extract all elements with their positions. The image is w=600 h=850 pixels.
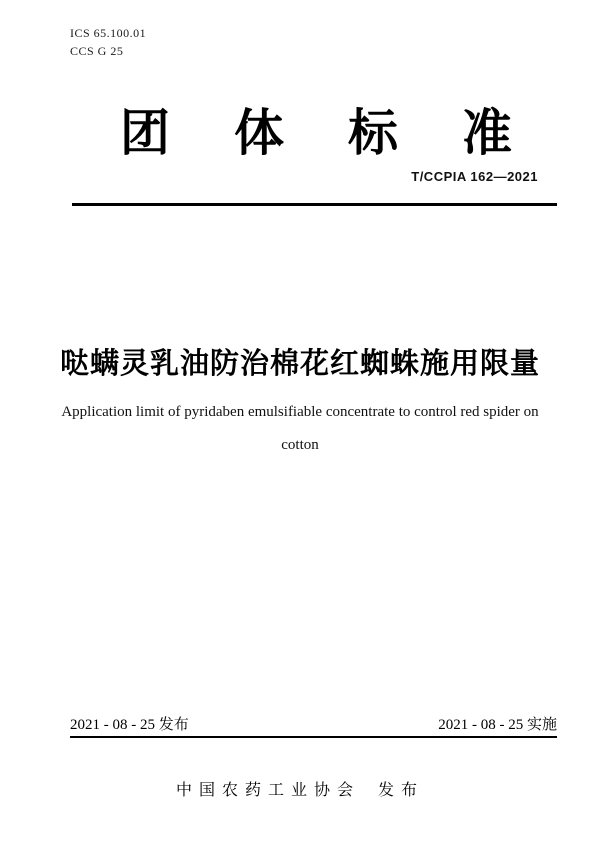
footer-divider-rule (70, 736, 557, 738)
classification-codes (70, 24, 146, 60)
doc-type-char: 体 (234, 105, 284, 161)
standard-title-english-line2: cotton (281, 437, 319, 453)
implementation-date: 2021 - 08 - 25 实施 (438, 717, 557, 733)
doc-type-char: 准 (462, 105, 512, 161)
doc-type-char: 标 (348, 105, 398, 161)
ics-code: ICS 65.100.01 (70, 26, 147, 40)
issue-date: 2021 - 08 - 25 发布 (70, 717, 189, 733)
publish-label: 发布 (378, 782, 425, 799)
standard-title-english (40, 396, 560, 462)
date-row (70, 713, 557, 734)
doc-type-char: 团 (120, 105, 170, 161)
publisher-organization: 中国农药工业协会 (175, 782, 360, 799)
document-type-title (120, 98, 512, 160)
standard-title-english-line1: Application limit of pyridaben emulsifiable concentrate to control red spider on (61, 404, 539, 420)
ccs-code: CCS G 25 (70, 44, 124, 58)
standard-title-chinese: 哒螨灵乳油防治棉花红蜘蛛施用限量 (59, 348, 540, 380)
standard-number: T/CCPIA 162—2021 (411, 169, 538, 184)
header-divider-rule (72, 203, 557, 206)
publisher-row (0, 777, 600, 800)
